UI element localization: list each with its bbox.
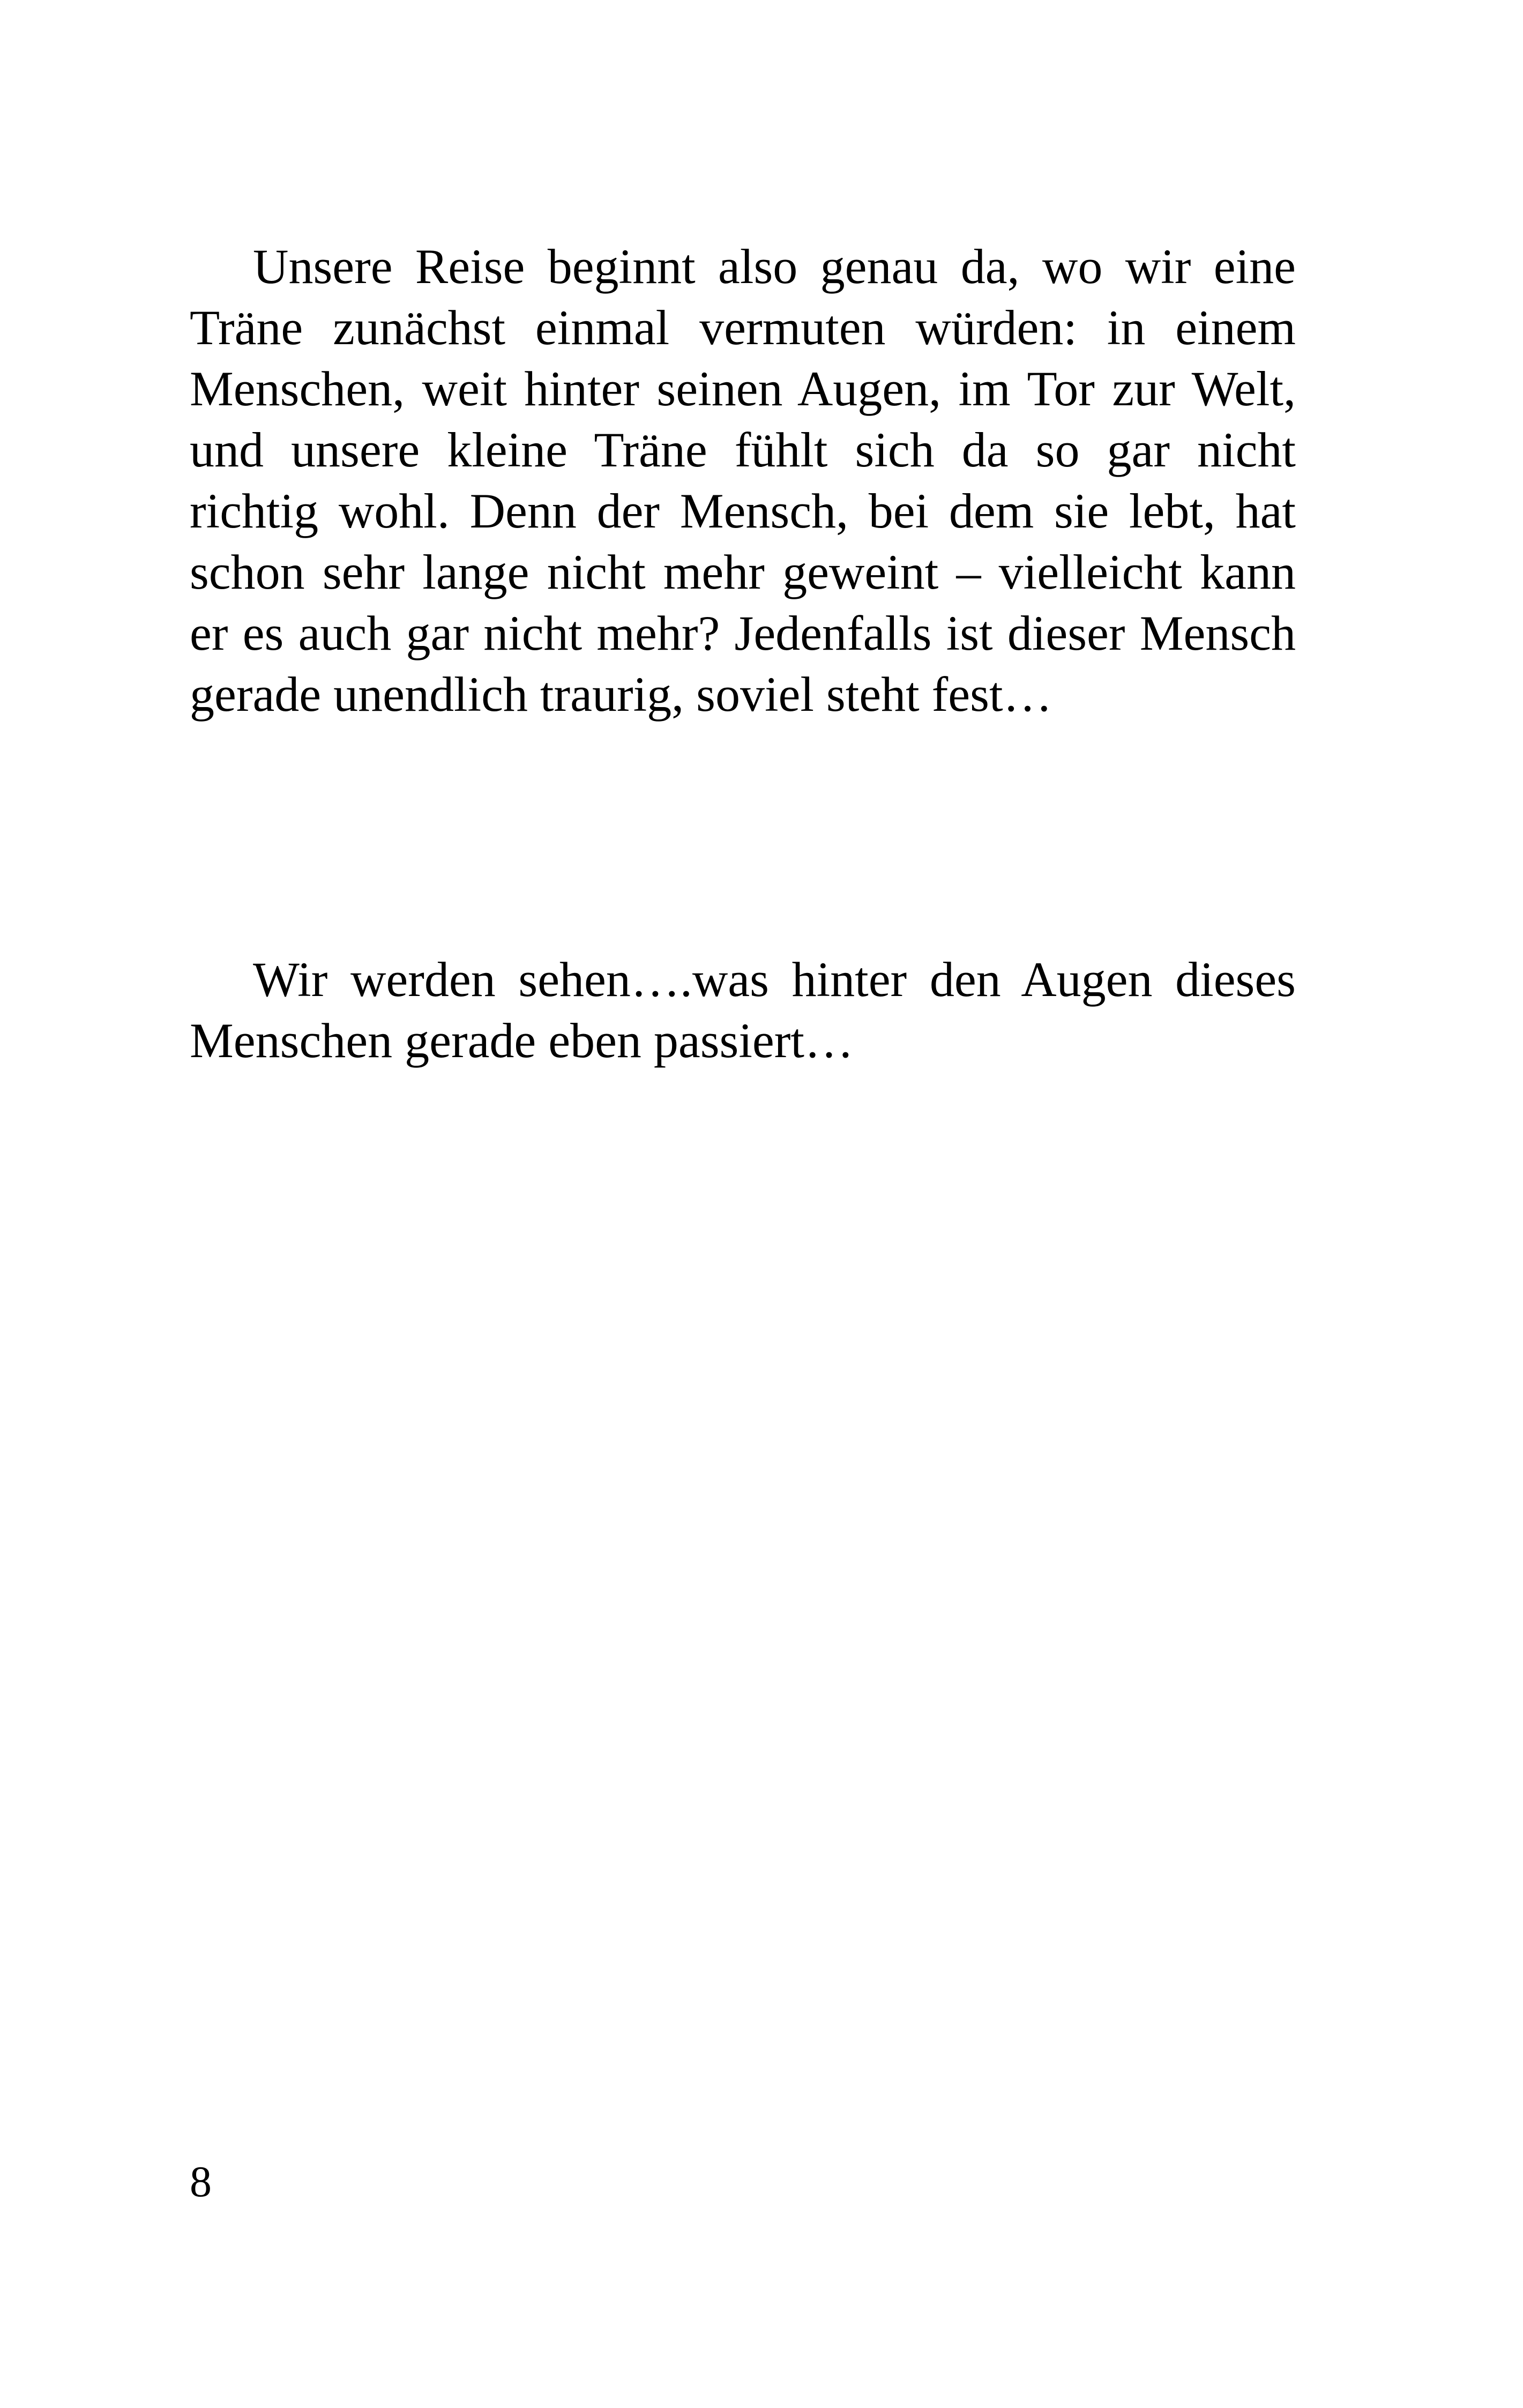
- paragraph-block: [190, 236, 1296, 725]
- paragraph-2: Wir werden sehen….was hinter den Augen dieses Menschen gerade eben passiert…: [190, 952, 1296, 1068]
- paragraph-1: Unsere Reise beginnt also genau da, wo wir eine Träne zunächst einmal vermuten würden: in einem Menschen, weit hinter seinen Augen, im Tor zur Welt, und unsere kleine Träne fühlt sich da so gar nicht richtig wohl. Denn der Mensch, bei dem sie lebt, hat schon sehr lange nicht mehr geweint – vielleicht kann er es auch gar nicht mehr? Jedenfalls ist dieser Mensch gerade unendlich traurig, soviel steht fest…: [190, 239, 1296, 722]
- page-number: 8: [190, 2157, 212, 2206]
- paragraph-block: [190, 949, 1296, 1071]
